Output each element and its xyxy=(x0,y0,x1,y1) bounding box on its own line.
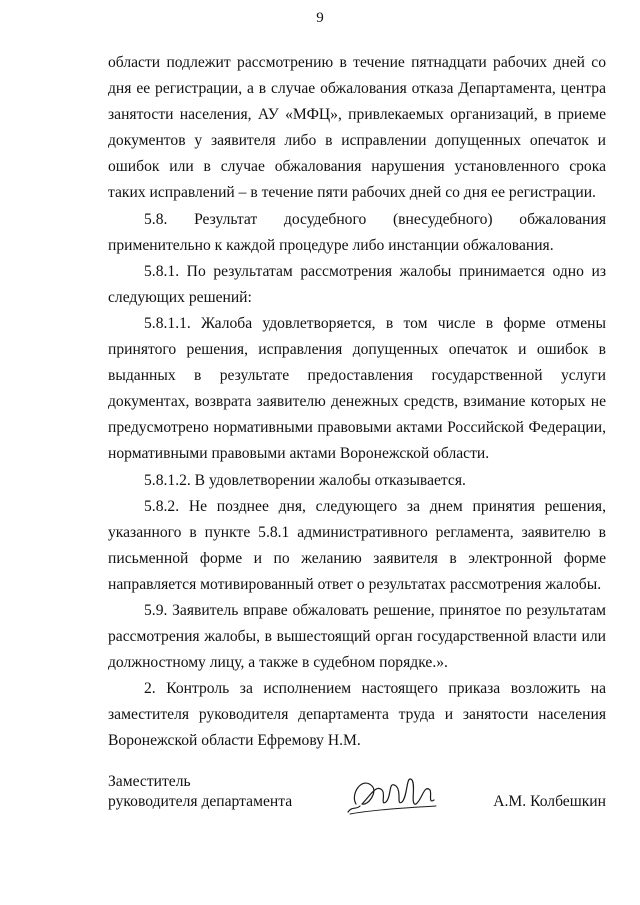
signatory-title xyxy=(108,772,292,812)
signatory-title-line1: Заместитель xyxy=(108,773,191,790)
signatory-name: А.М. Колбешкин xyxy=(493,793,606,810)
paragraph-2-control: 2. Контроль за исполнением настоящего приказа возложить на заместителя руководителя департамента труда и занятости населения Воронежской области Ефремову Н.М. xyxy=(108,680,606,750)
paragraph-5-8: 5.8. Результат досудебного (внесудебного) обжалования применительно к каждой процедуре либо инстанции обжалования. xyxy=(108,210,606,254)
handwritten-signature xyxy=(342,766,442,822)
paragraph-5-8-2: 5.8.2. Не позднее дня, следующего за днем принятия решения, указанного в пункте 5.8.1 административного регламента, заявителю в письменной форме и по желанию заявителя в электронной форме направляется мотивированный ответ о результатах рассмотрения жалобы. xyxy=(108,497,606,593)
paragraph-5-8-1: 5.8.1. По результатам рассмотрения жалобы принимается одно из следующих решений: xyxy=(108,262,606,306)
page-number: 9 xyxy=(316,10,324,26)
paragraph-5-9: 5.9. Заявитель вправе обжаловать решение, принятое по результатам рассмотрения жалобы, в вышестоящий орган государственной власти или должностному лицу, а также в судебном порядке.». xyxy=(108,601,606,672)
paragraph-continuation: области подлежит рассмотрению в течение пятнадцати рабочих дней со дня ее регистрации, а в случае обжалования отказа Департамента, центра занятости населения, АУ «МФЦ», привлекаемых организаций, в приеме документов у заявителя либо в исправлении допущенных опечаток и ошибок или в случае обжалования нарушения установленного срока таких исправлений – в течение пяти рабочих дней со дня ее регистрации. xyxy=(108,54,606,202)
paragraph-5-8-1-1: 5.8.1.1. Жалоба удовлетворяется, в том числе в форме отмены принятого решения, исправления допущенных опечаток и ошибок в выданных в результате предоставления государственной услуги документах, возврата заявителю денежных средств, взимание которых не предусмотрено нормативными правовыми актами Российской Федерации, нормативными правовыми актами Воронежской области. xyxy=(108,314,606,463)
paragraph-5-8-1-2: 5.8.1.2. В удовлетворении жалобы отказывается. xyxy=(144,471,466,489)
signatory-title-line2: руководителя департамента xyxy=(108,793,293,810)
document-body xyxy=(108,50,606,755)
signature-block xyxy=(108,772,606,832)
